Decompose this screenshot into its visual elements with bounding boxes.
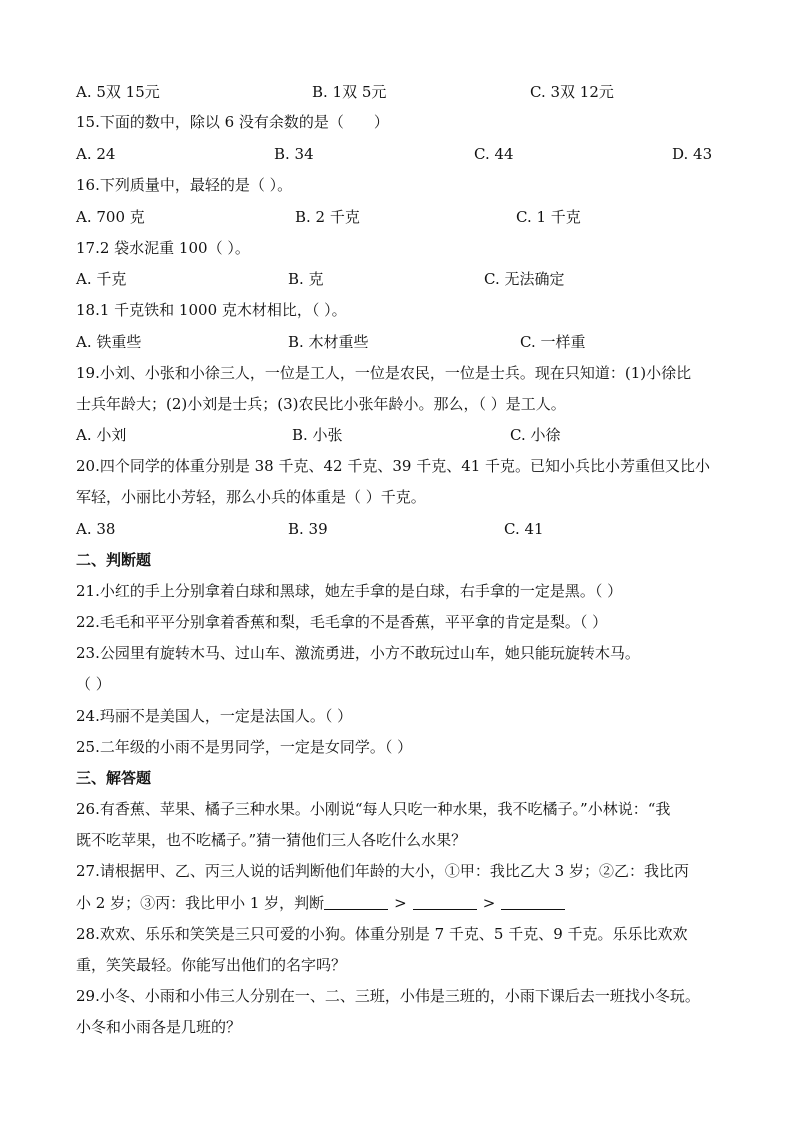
option-b: B. 小张 [292, 426, 343, 444]
question-28-line-1: 28.欢欢、乐乐和笑笑是三只可爱的小狗。体重分别是 7 千克、5 千克、9 千克。乐乐比欢欢 [76, 925, 688, 943]
question-26-line-1: 26.有香蕉、苹果、橘子三种水果。小刚说“每人只吃一种水果，我不吃橘子。”小林说：“我 [76, 800, 671, 818]
question-20-line-1: 20.四个同学的体重分别是 38 千克、42 千克、39 千克、41 千克。已知小兵比小芳重但又比小 [76, 457, 711, 475]
question-27-line-2 [76, 893, 565, 913]
options-row-q18 [76, 332, 726, 352]
question-27-line-2-text: 小 2 岁；③丙：我比甲小 1 岁，判断 [76, 894, 325, 912]
options-row-q17 [76, 269, 726, 289]
option-a: A. 24 [76, 145, 116, 163]
option-a: A. 小刘 [76, 426, 127, 444]
question-26-line-2: 既不吃苹果，也不吃橘子。”猜一猜他们三人各吃什么水果？ [76, 831, 467, 849]
option-c: C. 1 千克 [516, 208, 581, 226]
option-d: D. 43 [672, 145, 713, 163]
option-a: A. 千克 [76, 270, 127, 288]
option-c: C. 41 [504, 520, 544, 538]
option-b: B. 2 千克 [295, 208, 360, 226]
section-heading-judgment: 二、判断题 [76, 551, 152, 569]
options-row-q20 [76, 519, 726, 539]
option-c: C. 无法确定 [484, 270, 565, 288]
option-b: B. 克 [288, 270, 324, 288]
option-a: A. 38 [76, 520, 116, 538]
option-c: C. 3双 12元 [530, 83, 614, 101]
question-16: 16.下列质量中，最轻的是（ ）。 [76, 176, 293, 194]
question-29-line-1: 29.小冬、小雨和小伟三人分别在一、二、三班，小伟是三班的，小雨下课后去一班找小冬玩。 [76, 987, 700, 1005]
option-a: A. 700 克 [76, 208, 145, 226]
option-b: B. 39 [288, 520, 328, 538]
options-row-q16 [76, 207, 726, 227]
option-b: B. 1双 5元 [312, 83, 387, 101]
section-heading-solve: 三、解答题 [76, 769, 152, 787]
option-b: B. 34 [274, 145, 314, 163]
question-23-line-1: 23.公园里有旋转木马、过山车、激流勇进，小方不敢玩过山车，她只能玩旋转木马。 [76, 644, 640, 662]
question-25: 25.二年级的小雨不是男同学，一定是女同学。（ ） [76, 738, 413, 756]
answer-blank[interactable] [501, 895, 565, 910]
question-29-line-2: 小冬和小雨各是几班的？ [76, 1018, 242, 1036]
option-c: C. 44 [474, 145, 514, 163]
option-c: C. 小徐 [510, 426, 561, 444]
option-a: A. 5双 15元 [76, 83, 160, 101]
question-23-line-2: （ ） [76, 675, 111, 693]
question-24: 24.玛丽不是美国人，一定是法国人。（ ） [76, 707, 353, 725]
question-21: 21.小红的手上分别拿着白球和黑球，她左手拿的是白球，右手拿的一定是黑。（ ） [76, 582, 623, 600]
answer-blank[interactable] [413, 895, 477, 910]
question-15: 15.下面的数中，除以 6 没有余数的是（ ） [76, 113, 389, 131]
answer-blank[interactable] [324, 895, 388, 910]
greater-than-sign: > [394, 894, 407, 912]
question-19-line-1: 19.小刘、小张和小徐三人，一位是工人，一位是农民，一位是士兵。现在只知道：(1)小徐比 [76, 364, 692, 382]
question-28-line-2: 重，笑笑最轻。你能写出他们的名字吗？ [76, 956, 347, 974]
options-row-q19 [76, 425, 726, 445]
option-c: C. 一样重 [520, 333, 586, 351]
option-b: B. 木材重些 [288, 333, 369, 351]
question-22: 22.毛毛和平平分别拿着香蕉和梨，毛毛拿的不是香蕉，平平拿的肯定是梨。（ ） [76, 613, 608, 631]
options-row-q14 [76, 82, 726, 102]
options-row-q15 [76, 144, 726, 164]
question-18: 18.1 千克铁和 1000 克木材相比，（ ）。 [76, 301, 347, 319]
question-17: 17.2 袋水泥重 100（ ）。 [76, 239, 250, 257]
question-19-line-2: 士兵年龄大；(2)小刘是士兵；(3)农民比小张年龄小。那么，（ ）是工人。 [76, 395, 566, 413]
question-20-line-2: 军轻，小丽比小芳轻，那么小兵的体重是（ ）千克。 [76, 488, 426, 506]
question-27-line-1: 27.请根据甲、乙、丙三人说的话判断他们年龄的大小，①甲：我比乙大 3 岁；②乙：我比丙 [76, 862, 689, 880]
option-a: A. 铁重些 [76, 333, 142, 351]
greater-than-sign: > [482, 894, 496, 912]
